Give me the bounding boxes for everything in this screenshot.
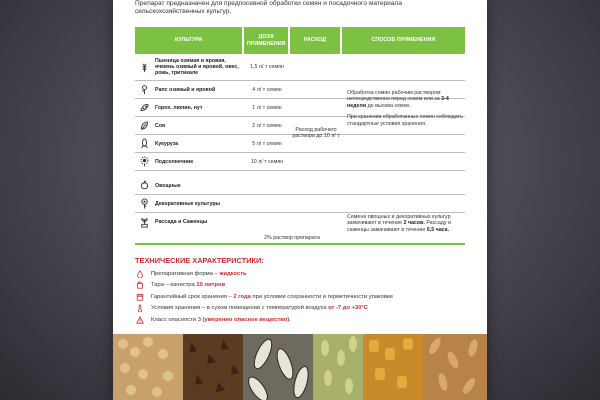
crop-name: Овощные <box>155 182 181 189</box>
dose-value: 2 л/ т семян <box>252 122 282 129</box>
tech-list <box>135 268 475 326</box>
table-row <box>135 54 465 81</box>
thermometer-icon <box>135 304 144 313</box>
tech-title: ТЕХНИЧЕСКИЕ ХАРАКТЕРИСТИКИ: <box>135 256 264 265</box>
table-header <box>135 27 465 54</box>
pea-icon <box>137 101 151 115</box>
header-rate: РАСХОД <box>290 27 340 54</box>
method-cell-seeds: Обработка семян рабочим раствором непосредственно перед севом или за 3-4 недели до высева семян. При хранении обработанных семян соблюдать стандартные условия хранения. <box>347 90 463 127</box>
flower-icon <box>137 197 151 211</box>
rate-merged-cell: Расход рабочего раствора до 10 л/ т <box>292 127 340 140</box>
crop-name: Рапс озимый и яровой <box>155 86 216 93</box>
seedling-icon <box>137 215 151 229</box>
soy-icon <box>137 119 151 133</box>
canister-icon <box>135 281 144 290</box>
dose-value: 5 л/ т семян <box>252 140 282 147</box>
vegetable-icon <box>137 179 151 193</box>
seeds-photo <box>113 334 487 400</box>
group-dose-cell: 2% раствор препарата <box>264 235 320 241</box>
crop-name: Соя <box>155 122 166 129</box>
list-item: Класс опасности 3 (умеренно опасное вещество). <box>135 314 475 326</box>
seeds-image <box>113 334 487 400</box>
table-row <box>135 153 465 171</box>
list-item: Условия хранения – в сухом помещении с температурой воздуха от -7 до +30°С <box>135 303 475 315</box>
table-row <box>135 195 465 213</box>
dose-value: 4 л/ т семян <box>252 86 282 93</box>
calendar-icon <box>135 292 144 301</box>
intro-text: Препарат предназначен для предпосевной обработки семян и посадочного материала сельскохозяйственных культур. <box>135 0 403 15</box>
crop-name: Кукуруза <box>155 140 179 147</box>
list-item: Гарантийный срок хранения – 2 года при условии сохранности и герметичности упаковки <box>135 291 475 303</box>
dose-value: 1,5 л/ т семян <box>250 64 284 70</box>
list-item: Тара – канистра 10 литров <box>135 280 475 292</box>
corn-icon <box>137 137 151 151</box>
crop-name: Подсолнечник <box>155 158 193 165</box>
header-method: СПОСОБ ПРИМЕНЕНИЯ <box>342 27 465 54</box>
method-cell-vegetables: Семена овощных и декоративных культур замачивают в течение 2 часов. Рассаду и саженцы замачивают в течение 0,5 часа. <box>347 214 452 233</box>
wheat-icon <box>137 60 151 74</box>
crop-name: Пшеница озимая и яровая, ячмень озимый и яровой, овес, рожь, тритикале <box>155 58 239 76</box>
dose-value: 10 л/ т семян <box>250 158 284 165</box>
product-sheet <box>113 0 487 400</box>
application-table <box>135 27 465 241</box>
sunflower-icon <box>137 155 151 169</box>
crop-name: Горох, люпин, нут <box>155 104 203 111</box>
warning-icon <box>135 315 144 324</box>
crop-name: Декоративные культуры <box>155 200 221 207</box>
drop-icon <box>135 269 144 278</box>
table-body <box>135 54 465 241</box>
header-dose: ДОЗА ПРИМЕНЕНИЯ <box>244 27 288 54</box>
rapeseed-icon <box>137 83 151 97</box>
table-row <box>135 177 465 195</box>
table-bottom-bar <box>135 243 465 245</box>
list-item: Препаративная форма – жидкость <box>135 268 475 280</box>
dose-value: 1 л/ т семян <box>252 104 282 111</box>
crop-name: Рассада и Саженцы <box>155 219 208 225</box>
header-crop: КУЛЬТУРА <box>135 27 242 54</box>
